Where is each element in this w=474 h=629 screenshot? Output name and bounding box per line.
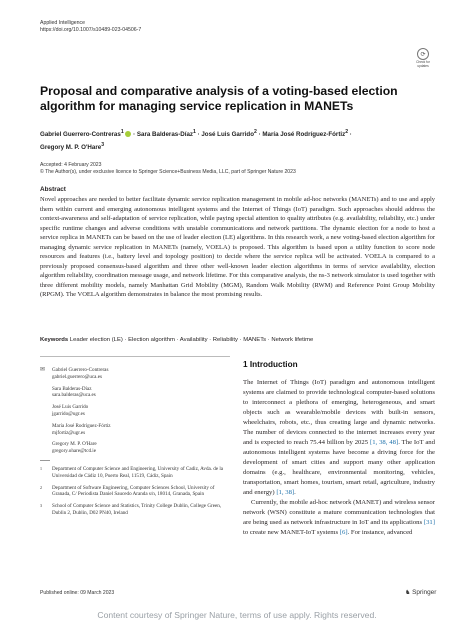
contact-email[interactable]: gabriel.guerrero@uca.es	[52, 373, 102, 380]
contact-name: María José Rodríguez-Fórtiz	[52, 422, 111, 429]
contact-item	[52, 386, 230, 400]
abstract-text: Novel approaches are needed to better facilitate dynamic service replication management in mobile ad-hoc networks (MANETs) and to use and apply them within current and emerging autonomous intelligent systems and the Internet of Things (IoT) paradigm. Such approaches should address the context-awareness and self-adaptation of service replication, while paying special attention to quality attributes (e.g. availability, reliability, etc.) under specific runtime changes and adverse conditions with unstable communications and network partitions. The dynamic election for a node to host a service replica in MANETs can be based on the use of leader election (LE) algorithms. In this research work, a new voting-based election algorithm for managing dynamic service replication in MANETs (namely, VOELA) is proposed. This algorithm is based upon a utility function to score node resources and features (i.e., battery level and topology position) to decide where the service replica will be activated. VOELA is compared to a previously proposed consensus-based algorithm and three other well-known leader election algorithms in terms of service availability, election algorithm reliability, coordination message usage, and network lifetime. For this comparative analysis, the ns-3 network simulator is used together with three different mobility models, namely Manhattan Grid Mobility (MGM), Random Walk Mobility (RWM) and Reference Point Group Mobility (RPGM). The VOELA algorithm demonstrates in balance the most promising results.	[40, 196, 435, 298]
contact-item	[52, 404, 230, 418]
paper-title: Proposal and comparative analysis of a voting-based election algorithm for managing service replication in MANETs	[40, 84, 398, 113]
author-sup: 3	[101, 142, 105, 149]
affiliation-text: Department of Computer Science and Engineering, University of Cadiz, Avda. de la Universidad de Cádiz 10, Puerto Real, 11519, Cádiz, Spain	[52, 465, 224, 479]
author-list: Gabriel Guerrero-Contreras$^1$ · Sara Balderas-Díaz$^1$ · José Luis Garrido$^2$ · María José Rodríguez-Fórtiz$^2$ · Gregory M. P. O'Hare$^3$	[40, 129, 352, 152]
author-contacts	[40, 367, 230, 517]
publisher-name: Springer	[412, 589, 437, 596]
springer-horse-icon: ♞	[405, 590, 411, 596]
section-heading: 1 Introduction	[243, 360, 298, 369]
contact-email[interactable]: sara.balderas@uca.es	[52, 392, 96, 399]
contact-name: José Luis Garrido	[52, 404, 89, 411]
author-sup: 2	[345, 129, 349, 135]
copyright-credit: Content courtesy of Springer Nature, terms of use apply. Rights reserved.	[97, 610, 377, 620]
keywords-label: Keywords	[40, 337, 69, 343]
author-name[interactable]: José Luis Garrido	[201, 131, 254, 139]
author-name[interactable]: María José Rodríguez-Fórtiz	[262, 131, 346, 139]
citation-link[interactable]: [1, 38]	[276, 489, 295, 496]
contact-name: Gabriel Guerrero-Contreras	[52, 367, 109, 373]
accepted-date: Accepted: 4 February 2023	[40, 162, 102, 168]
affiliation-item	[40, 503, 230, 517]
author-sup: 1	[120, 129, 124, 135]
badge-line-1: Check for	[416, 60, 430, 64]
contact-item	[40, 367, 230, 381]
badge-line-2: updates	[417, 63, 429, 68]
paragraph: Currently, the mobile ad-hoc network (MANET) and wireless sensor network (WSN) constitute a mature communication technologies that are being used as network infrastructure in IoT and its applications [31] to create new MANET-IoT systems [6]. For instance, advanced	[243, 499, 435, 536]
affiliation-item	[40, 466, 230, 480]
check-for-updates-button[interactable]	[413, 48, 433, 69]
orcid-icon[interactable]	[125, 131, 131, 137]
envelope-icon: ✉	[40, 367, 46, 373]
contact-item	[52, 441, 230, 455]
contact-name: Sara Balderas-Díaz	[52, 385, 92, 392]
author-name[interactable]: Sara Balderas-Díaz	[136, 131, 193, 139]
affiliation-item	[40, 485, 230, 499]
publication-dates	[40, 162, 296, 177]
check-for-updates-icon: ⟳	[417, 48, 429, 60]
divider	[40, 356, 230, 357]
author-name[interactable]: Gabriel Guerrero-Contreras	[40, 131, 121, 139]
citation-link[interactable]: [31]	[423, 519, 435, 526]
paragraph: The Internet of Things (IoT) paradigm and autonomous intelligent systems are claimed to provide technological computer-based solutions to interconnect a plethora of emerging, heterogeneous, and smart objects such as wearable/mobile devices with built-in sensors, wheelchairs, robots, etc., thus creating large and dynamic networks. The number of devices connected to the internet increases every year and is expected to reach 75.44 billion by 2025 [1, 38, 48]. The IoT and autonomous intelligent systems have become a driving force for the development of smart cities and support many other application domains (e.g., healthcare, environmental monitoring, vehicles, transportation, smart homes, tourism, smart retail, agriculture, industry and energy) [1, 38].	[243, 379, 435, 496]
author-sup: 1	[192, 129, 196, 135]
contact-email[interactable]: jgarrido@ugr.es	[52, 410, 85, 417]
journal-name: Applied Intelligence	[40, 20, 85, 26]
contact-item	[52, 423, 230, 437]
contact-name: Gregory M. P. O'Hare	[52, 441, 97, 448]
keywords	[40, 337, 440, 343]
contact-email[interactable]: mjfortiz@ugr.es	[52, 429, 86, 436]
divider	[40, 460, 50, 461]
doi-link[interactable]: https://doi.org/10.1007/s10489-023-04506-7	[40, 27, 142, 33]
author-sup: 2	[253, 129, 257, 135]
affiliation-number: 3	[40, 503, 42, 509]
affiliation-text: School of Computer Science and Statistics, Trinity College Dublin, College Green, Dublin 2, Dublin, D02 PN40, Ireland	[52, 503, 222, 516]
publisher-logo	[405, 589, 436, 596]
copyright-line: © The Author(s), under exclusive licence to Springer Science+Business Media, LLC, part of Springer Nature 2023	[40, 169, 296, 176]
affiliation-text: Department of Software Engineering, Computer Sciences School, University of Granada, C/ Periodista Daniel Saucedo Aranda s/n, 18014, Granada, Spain	[52, 484, 215, 498]
journal-header	[40, 20, 141, 34]
published-online: Published online: 09 March 2023	[40, 590, 115, 596]
citation-link[interactable]: [1, 38, 48]	[369, 439, 399, 446]
affiliation-number: 2	[40, 484, 42, 490]
affiliation-number: 1	[40, 465, 42, 471]
author-name[interactable]: Gregory M. P. O'Hare	[40, 144, 102, 152]
contact-email[interactable]: gregory.ohare@tcd.ie	[52, 448, 96, 455]
citation-link[interactable]: [6]	[339, 529, 348, 536]
introduction-body	[243, 378, 435, 538]
keywords-list: Leader election (LE) · Election algorithm · Availability · Reliability · MANETs · Network lifetime	[69, 337, 314, 343]
abstract-heading: Abstract	[40, 186, 66, 193]
